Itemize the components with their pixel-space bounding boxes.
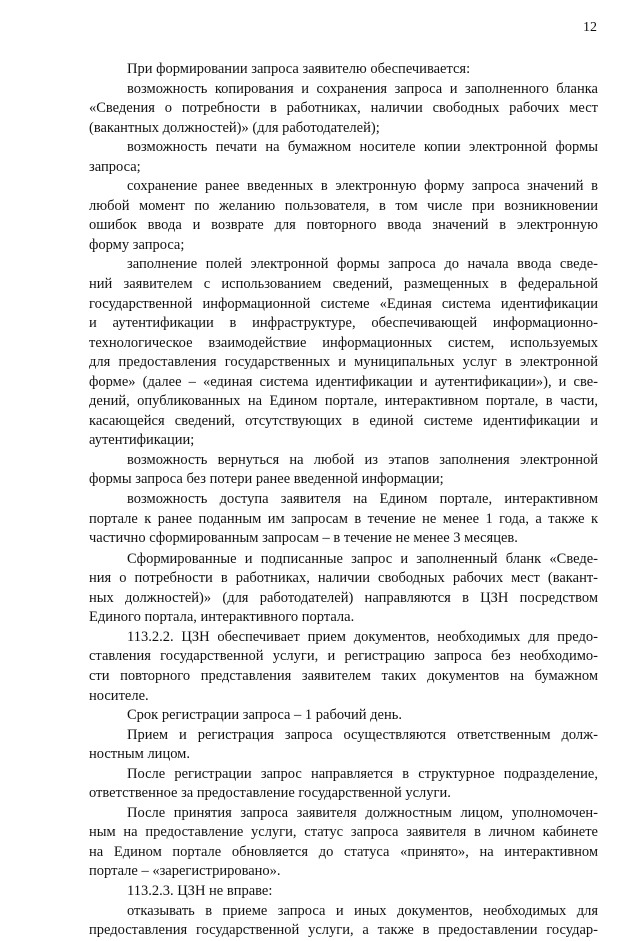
text-line: отказывать в приеме запроса и иных документов, необходимых для bbox=[127, 902, 598, 919]
text-line: формы запроса без потери ранее введенной информации; bbox=[89, 471, 444, 488]
text-line: носителе. bbox=[89, 687, 149, 704]
text-line: любой момент по желанию пользователя, в том числе при возникновении bbox=[89, 197, 598, 214]
text-line: предоставления государственной услуги, а также в предоставлении государ- bbox=[89, 922, 598, 939]
text-line: возможность вернуться на любой из этапов заполнения электронной bbox=[127, 451, 598, 468]
text-line: возможность копирования и сохранения запроса и заполненного бланка bbox=[127, 80, 598, 97]
text-line: ностным лицом. bbox=[89, 746, 190, 763]
text-line: аутентификации; bbox=[89, 432, 195, 449]
text-line: дений, опубликованных на Едином портале, интерактивном портале, в части, bbox=[89, 393, 598, 410]
text-line: ным на предоставление услуги, статус запроса заявителя в личном кабинете bbox=[89, 824, 598, 841]
text-line: запроса; bbox=[89, 158, 141, 175]
text-line: 113.2.3. ЦЗН не вправе: bbox=[127, 882, 273, 899]
text-line: сти повторного представления заявителем таких документов на бумажном bbox=[89, 667, 598, 684]
text-line: форме» (далее – «единая система идентификации и аутентификации»), и све- bbox=[89, 373, 598, 390]
text-line: Срок регистрации запроса – 1 рабочий день. bbox=[127, 707, 402, 724]
text-line: (вакантных должностей)» (для работодателей); bbox=[89, 119, 380, 136]
text-line: портале к ранее поданным им запросам в течение не менее 1 года, а также к bbox=[89, 510, 598, 527]
text-line: ных должностей)» (для работодателей) направляются в ЦЗН посредством bbox=[89, 589, 598, 606]
text-line: заполнение полей электронной формы запроса до начала ввода сведе- bbox=[127, 256, 598, 273]
text-line: ошибок ввода и возврате для повторного ввода значений в электронную bbox=[89, 217, 598, 234]
text-line: ния о потребности в работниках, наличии свободных рабочих мест (вакант- bbox=[89, 570, 598, 587]
text-line: технологическое взаимодействие информационных систем, используемых bbox=[89, 334, 598, 351]
text-line: 113.2.2. ЦЗН обеспечивает прием документов, необходимых для предо- bbox=[127, 628, 598, 645]
text-line: сохранение ранее введенных в электронную форму запроса значений в bbox=[127, 178, 598, 195]
text-line: и аутентификации в инфраструктуре, обеспечивающей информационно- bbox=[89, 315, 598, 332]
text-line: Единого портала, интерактивного портала. bbox=[89, 609, 355, 626]
text-line: Прием и регистрация запроса осуществляются ответственным долж- bbox=[127, 726, 598, 743]
text-line: на Едином портале обновляется до статуса «принято», на интерактивном bbox=[89, 843, 598, 860]
document-body bbox=[89, 60, 598, 941]
page-number: 12 bbox=[583, 20, 597, 35]
text-line: Сформированные и подписанные запрос и заполненный бланк «Сведе- bbox=[127, 550, 598, 567]
text-line: возможность доступа заявителя на Едином портале, интерактивном bbox=[127, 491, 598, 508]
text-line: «Сведения о потребности в работниках, наличии свободных рабочих мест bbox=[89, 100, 598, 117]
text-line: государственной информационной системе «Единая система идентификации bbox=[89, 295, 598, 312]
text-line: ответственное за предоставление государственной услуги. bbox=[89, 785, 451, 802]
text-line: ний заявителем с использованием сведений, размещенных в федеральной bbox=[89, 276, 598, 293]
text-line: После регистрации запрос направляется в структурное подразделение, bbox=[127, 765, 598, 782]
text-line: для предоставления государственных и муниципальных услуг в электронной bbox=[89, 354, 598, 371]
text-line: После принятия запроса заявителя должностным лицом, уполномочен- bbox=[127, 804, 598, 821]
text-line: ставления государственной услуги, и регистрацию запроса без необходимо- bbox=[89, 648, 598, 665]
text-line: портале – «зарегистрировано». bbox=[89, 863, 281, 880]
text-line: касающейся сведений, отсутствующих в единой системе идентификации и bbox=[89, 412, 598, 429]
text-line: форму запроса; bbox=[89, 236, 185, 253]
text-line: возможность печати на бумажном носителе копии электронной формы bbox=[127, 139, 598, 156]
text-line: частично сформированным запросам – в течение не менее 3 месяцев. bbox=[89, 530, 518, 547]
text-line: При формировании запроса заявителю обеспечивается: bbox=[127, 61, 471, 77]
